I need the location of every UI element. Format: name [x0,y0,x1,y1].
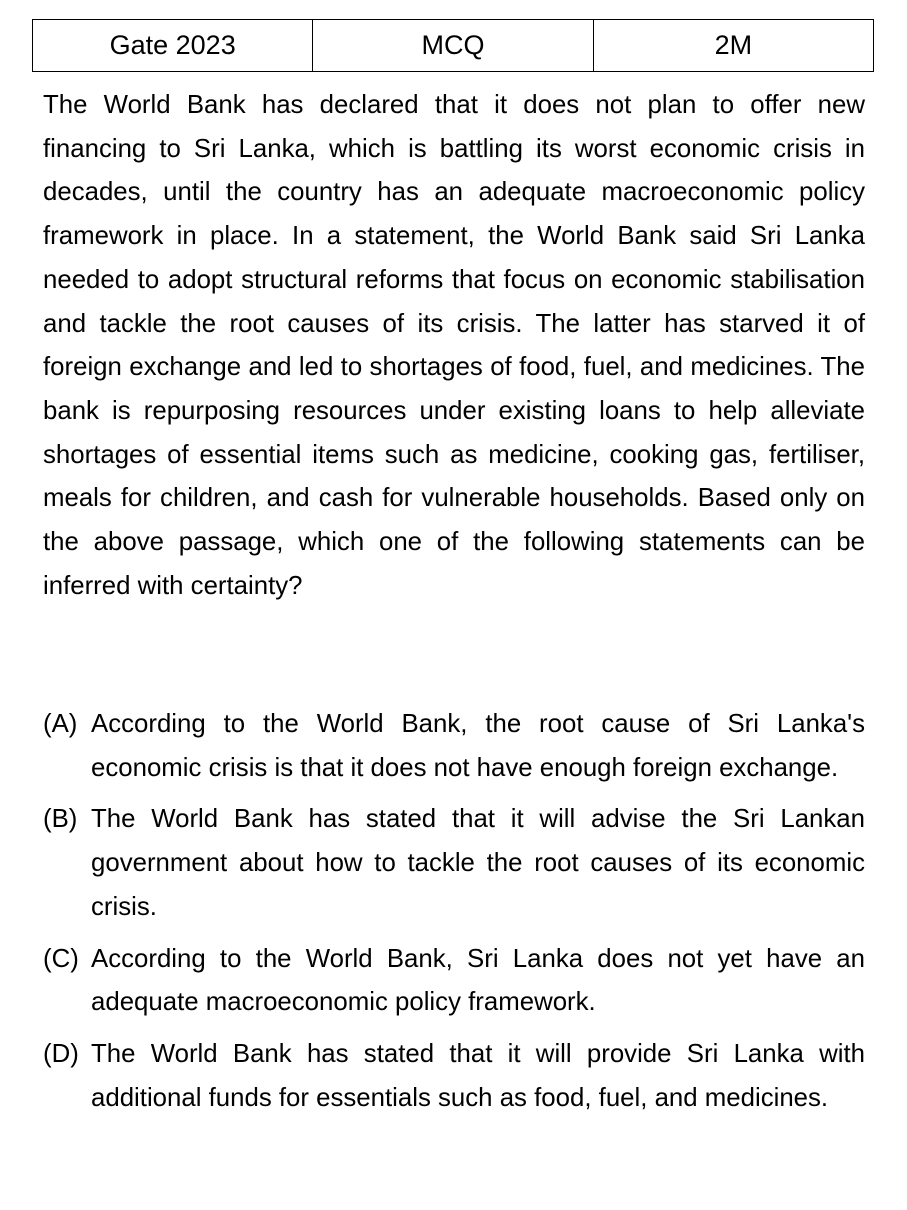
option-text: According to the World Bank, Sri Lanka does not yet have an adequate macroeconomic policy framework. [91,944,865,1017]
option-c [43,938,865,1025]
header-row [33,20,874,72]
option-text: The World Bank has stated that it will advise the Sri Lankan government about how to tackle the root causes of its economic crisis. [91,805,865,921]
option-d [43,1033,865,1120]
marks-cell: 2M [593,20,873,72]
question-header-table [32,19,874,72]
option-letter: (D) [43,1039,79,1068]
option-letter: (B) [43,805,78,834]
question-type-cell: MCQ [313,20,593,72]
option-text: According to the World Bank, the root cause of Sri Lanka's economic crisis is that it does not have enough foreign exchange. [91,710,865,782]
exam-name-cell: Gate 2023 [33,20,313,72]
option-a [43,703,865,790]
answer-options [43,703,865,1128]
option-letter: (A) [43,710,78,738]
option-b [43,798,865,929]
question-passage: The World Bank has declared that it does not plan to offer new financing to Sri Lanka, which is battling its worst economic crisis in decades, until the country has an adequate macroeconomic policy framework in place. In a statement, the World Bank said Sri Lanka needed to adopt structural reforms that focus on economic stabilisation and tackle the root causes of its crisis. The latter has starved it of foreign exchange and led to shortages of food, fuel, and medicines. The bank is repurposing resources under existing loans to help alleviate shortages of essential items such as medicine, cooking gas, fertiliser, meals for children, and cash for vulnerable households. Based only on the above passage, which one of the following statements can be inferred with certainty? [43,91,865,600]
option-letter: (C) [43,944,79,973]
option-text: The World Bank has stated that it will provide Sri Lanka with additional funds for essentials such as food, fuel, and medicines. [91,1039,865,1112]
